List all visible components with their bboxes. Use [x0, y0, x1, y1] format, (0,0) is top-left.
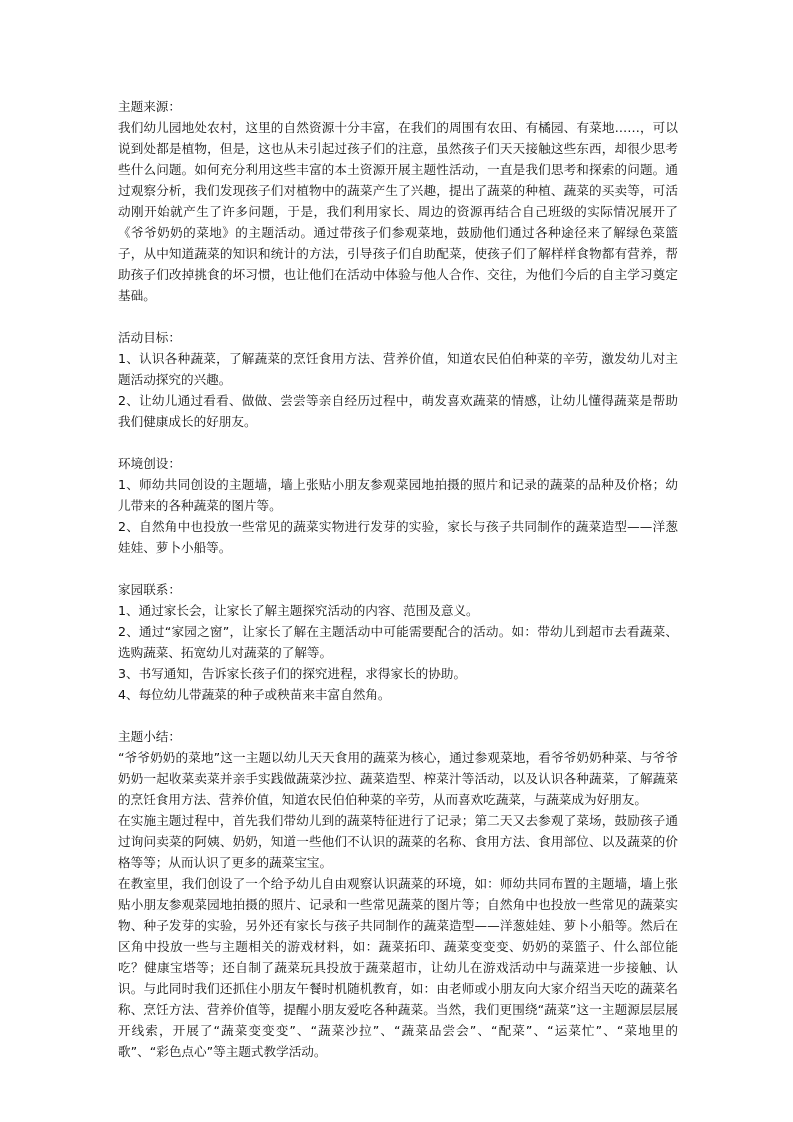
paragraph: 4、每位幼儿带蔬菜的种子或秧苗来丰富自然角。: [118, 687, 391, 702]
section-heading: 主题小结：: [118, 729, 181, 744]
section-theme-origin: [118, 96, 678, 306]
paragraph: 在教室里，我们创设了一个给予幼儿自由观察认识蔬菜的环境，如：师幼共同布置的主题墙，墙上张贴小朋友参观菜园地拍摄的照片、记录和一些常见蔬菜的图片等；自然角中也投放一些常见的蔬菜实物、种子发芽的实验，另外还有家长与孩子共同制作的蔬菜造型——洋葱娃娃、萝卜小船等。然后在区角中投放一些与主题相关的游戏材料，如：蔬菜拓印、蔬菜变变变、奶奶的菜篮子、什么部位能吃？健康宝塔等；还自制了蔬菜玩具投放于蔬菜超市，让幼儿在游戏活动中与蔬菜进一步接触、认识。与此同时我们还抓住小朋友午餐时机随机教育，如：由老师或小朋友向大家介绍当天吃的蔬菜名称、烹饪方法、营养价值等，提醒小朋友爱吃各种蔬菜。当然，我们更围绕“蔬菜”这一主题源层层展开线索，开展了“蔬菜变变变”、“蔬菜沙拉”、“蔬菜品尝会”、“配菜”、“运菜忙”、“菜地里的歌”、“彩色点心”等主题式教学活动。: [118, 876, 678, 1059]
paragraph: 2、让幼儿通过看看、做做、尝尝等亲自经历过程中，萌发喜欢蔬菜的情感，让幼儿懂得蔬菜是帮助我们健康成长的好朋友。: [118, 393, 678, 429]
paragraph: “爷爷奶奶的菜地”这一主题以幼儿天天食用的蔬菜为核心，通过参观菜地，看爷爷奶奶种菜、与爷爷奶奶一起收菜卖菜并亲手实践做蔬菜沙拉、蔬菜造型、榨菜汁等活动，以及认识各种蔬菜，了解蔬菜的烹饪食用方法、营养价值，知道农民伯伯种菜的辛劳，从而喜欢吃蔬菜，与蔬菜成为好朋友。: [118, 750, 678, 807]
section-environment-setup: [118, 453, 678, 558]
section-home-school-contact: [118, 579, 678, 705]
section-theme-summary: [118, 726, 678, 1062]
paragraph: 1、通过家长会，让家长了解主题探究活动的内容、范围及意义。: [118, 603, 479, 618]
section-heading: 主题来源：: [118, 99, 181, 114]
paragraph: 我们幼儿园地处农村，这里的自然资源十分丰富，在我们的周围有农田、有橘园、有菜地……，可以说到处都是植物，但是，这也从未引起过孩子们的注意，虽然孩子们天天接触这些东西，却很少思考些什么问题。如何充分利用这些丰富的本土资源开展主题性活动，一直是我们思考和探索的问题。通过观察分析，我们发现孩子们对植物中的蔬菜产生了兴趣，提出了蔬菜的种植、蔬菜的买卖等，可活动刚开始就产生了许多问题，于是，我们利用家长、周边的资源再结合自己班级的实际情况展开了《爷爷奶奶的菜地》的主题活动。通过带孩子们参观菜地，鼓励他们通过各种途径来了解绿色菜篮子，从中知道蔬菜的知识和统计的方法，引导孩子们自助配菜，使孩子们了解样样食物都有营养，帮助孩子们改掉挑食的坏习惯，也让他们在活动中体验与他人合作、交往，为他们今后的自主学习奠定基础。: [118, 120, 678, 303]
paragraph: 1、师幼共同创设的主题墙，墙上张贴小朋友参观菜园地拍摄的照片和记录的蔬菜的品种及价格；幼儿带来的各种蔬菜的图片等。: [118, 477, 678, 513]
paragraph: 2、通过“家园之窗”，让家长了解在主题活动中可能需要配合的活动。如：带幼儿到超市去看蔬菜、选购蔬菜、拓宽幼儿对蔬菜的了解等。: [118, 624, 678, 660]
section-heading: 活动目标：: [118, 330, 181, 345]
paragraph: 2、自然角中也投放一些常见的蔬菜实物进行发芽的实验，家长与孩子共同制作的蔬菜造型——洋葱娃娃、萝卜小船等。: [118, 519, 678, 555]
paragraph: 1、认识各种蔬菜，了解蔬菜的烹饪食用方法、营养价值，知道农民伯伯种菜的辛劳，激发幼儿对主题活动探究的兴趣。: [118, 351, 678, 387]
paragraph: 在实施主题过程中，首先我们带幼儿到的蔬菜特征进行了记录；第二天又去参观了菜场，鼓励孩子通过询问卖菜的阿姨、奶奶，知道一些他们不认识的蔬菜的名称、食用方法、食用部位、以及蔬菜的价格等等；从而认识了更多的蔬菜宝宝。: [118, 813, 678, 870]
section-heading: 家园联系：: [118, 582, 181, 597]
section-heading: 环境创设：: [118, 456, 181, 471]
section-activity-goals: [118, 327, 678, 432]
document-page: [118, 96, 678, 1062]
paragraph: 3、书写通知，告诉家长孩子们的探究进程，求得家长的协助。: [118, 666, 467, 681]
